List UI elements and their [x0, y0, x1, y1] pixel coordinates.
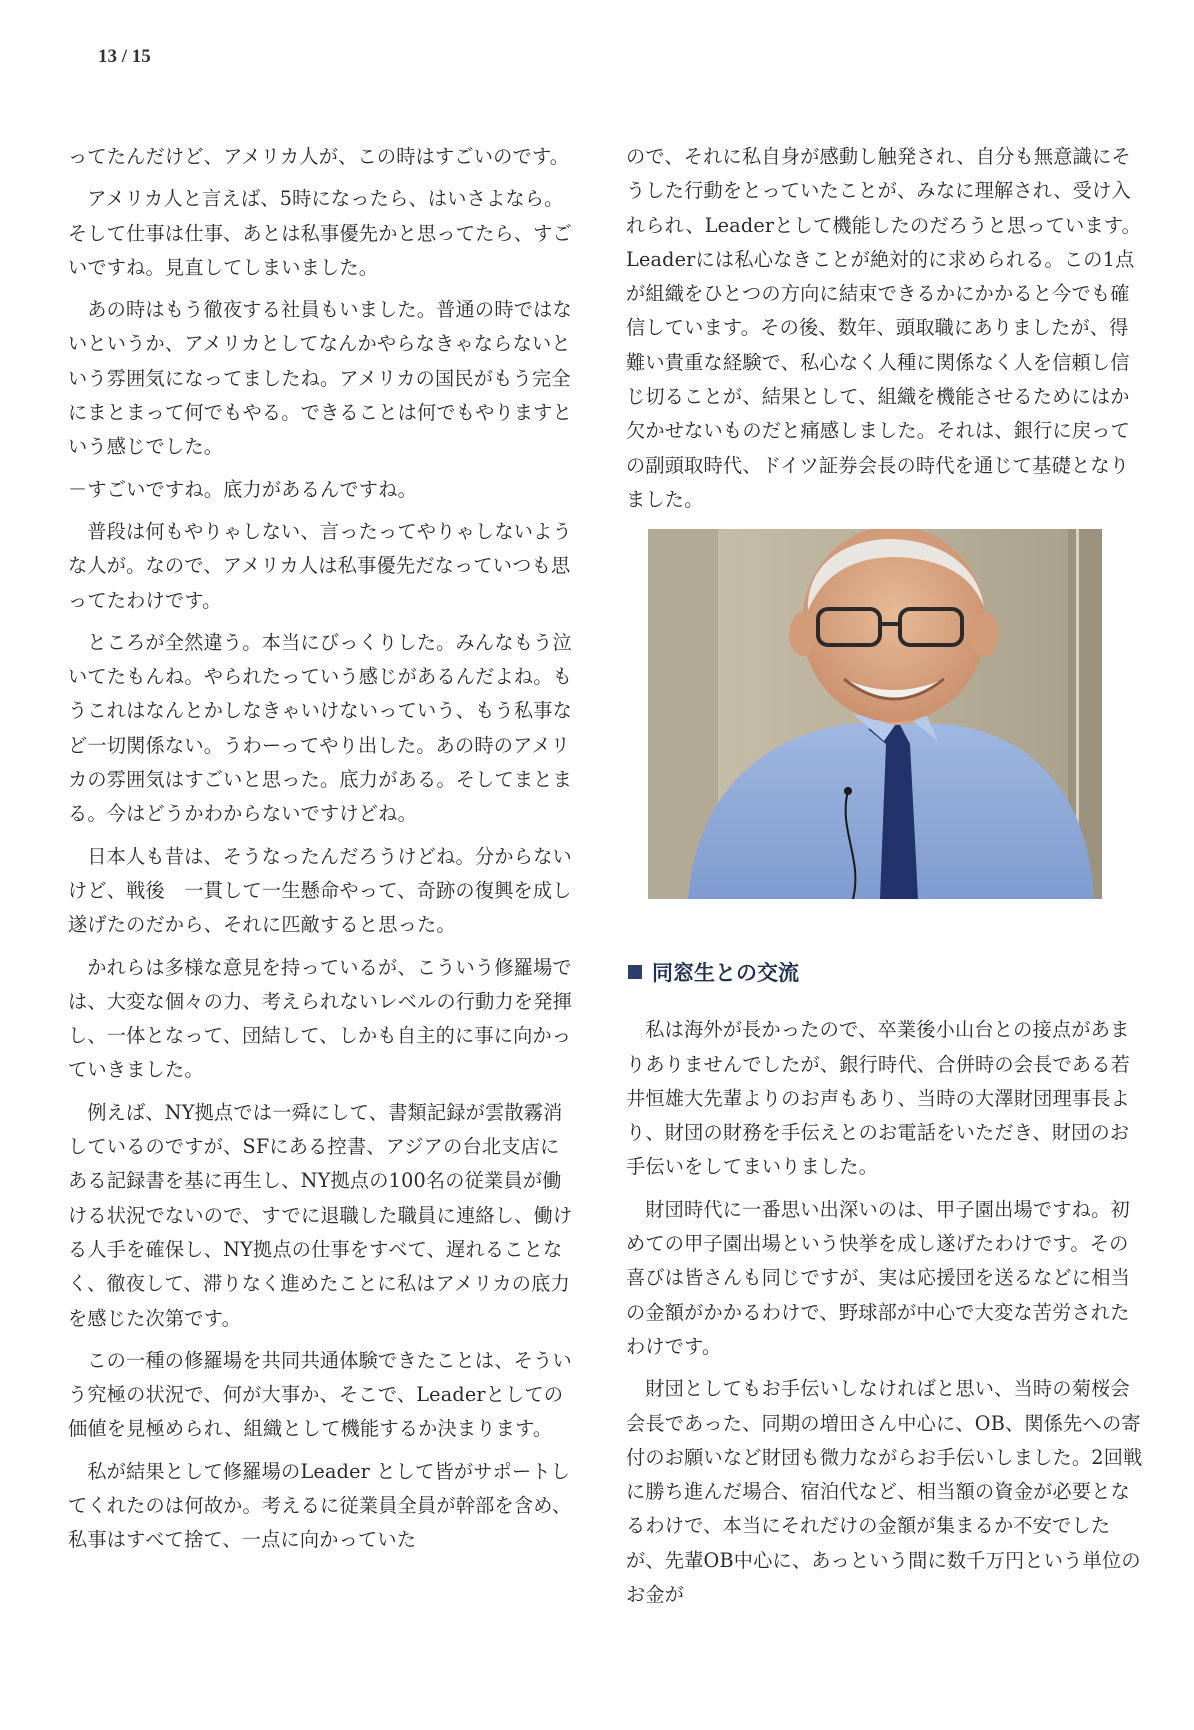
portrait-photo: [648, 529, 1102, 899]
page-number: 13 / 15: [98, 46, 151, 67]
paragraph: ってたんだけど、アメリカ人が、この時はすごいのです。: [68, 145, 570, 168]
paragraph: 私は海外が長かったので、卒業後小山台との接点があまりありませんでしたが、銀行時代、合併時の会長である若井恒雄大先輩よりのお声もあり、当時の大澤財団理事長より、財団の財務を手伝えとのお電話をいただき、財団のお手伝いをしてまいりました。: [626, 1018, 1131, 1179]
section-heading: [628, 957, 1144, 987]
paragraph: アメリカ人と言えば、5時になったら、はいさよなら。そして仕事は仕事、あとは私事優先かと思ってたら、すごいですね。見直してしまいました。: [68, 187, 573, 279]
paragraph: ところが全然違う。本当にびっくりした。みんなもう泣いてたもんね。やられたっていう感じがあるんだよね。もうこれはなんとかしなきゃいけないっていう、もう私事など一切関係ない。うわーってやり出した。あの時のアメリカの雰囲気はすごいと思った。底力がある。そしてまとまる。今はどうかわからないですけどね。: [68, 630, 573, 826]
paragraph: ので、それに私自身が感動し触発され、自分も無意識にそうした行動をとっていたことが、みなに理解され、受け入れられ、Leaderとして機能したのだろうと思っています。Leaderには私心なきことが絶対的に求められる。この1点が組織をひとつの方向に結束できるかにかかると今でも確信しています。その後、数年、頭取職にありましたが、得難い貴重な経験で、私心なく人種に関係なく人を信頼し信じ切ることが、結果として、組織を機能させるためにはか欠かせないものだと痛感しました。それは、銀行に戻っての副頭取時代、ドイツ証券会長の時代を通じて基礎となりました。: [626, 145, 1142, 511]
paragraph: この一種の修羅場を共同共通体験できたことは、そういう究極の状況で、何が大事か、そこで、Leaderとしての価値を見極められ、組織として機能するか決まります。: [68, 1348, 572, 1441]
paragraph: 普段は何もやりゃしない、言ったってやりゃしないような人が。なので、アメリカ人は私事優先だなっていつも思ってたわけです。: [68, 519, 572, 612]
paragraph: 財団としてもお手伝いしなければと思い、当時の菊桜会会長であった、同期の増田さん中心に、OB、関係先への寄付のお願いなど財団も微力ながらお手伝いしました。2回戦に勝ち進んだ場合、宿泊代など、相当額の資金が必要となるわけで、本当にそれだけの金額が集まるか不安でしたが、先輩OB中心に、あっという間に数千万円という単位のお金が: [626, 1377, 1143, 1607]
paragraph: あの時はもう徹夜する社員もいました。普通の時ではないというか、アメリカとしてなんかやらなきゃならないという雰囲気になってましたね。アメリカの国民がもう完全にまとまって何でもやる。できることは何でもやりますという感じでした。: [68, 298, 573, 459]
paragraph: 私が結果として修羅場のLeader として皆がサポートしてくれたのは何故か。考えるに従業員全員が幹部を含め、私事はすべて捨て、一点に向かっていた: [68, 1459, 572, 1552]
section-heading-text: 同窓生との交流: [652, 961, 799, 986]
paragraph: 財団時代に一番思い出深いのは、甲子園出場ですね。初めての甲子園出場という快挙を成し遂げたわけです。その喜びは皆さんも同じですが、実は応援団を送るなどに相当の金額がかかるわけで、野球部が中心で大変な苦労されたわけです。: [626, 1197, 1131, 1358]
left-column: [68, 140, 578, 1566]
square-bullet-icon: [628, 965, 642, 979]
paragraph: 例えば、NY拠点では一舜にして、書類記録が雲散霧消しているのですが、SFにある控書、アジアの台北支店にある記録書を基に再生し、NY拠点の100名の従業員が働ける状況でないので、すでに退職した職員に連絡し、働ける人手を確保し、NY拠点の仕事をすべて、遅れることなく、徹夜して、滞りなく進めたことに私はアメリカの底力を感じた次第です。: [68, 1100, 573, 1330]
right-column: [626, 140, 1144, 1620]
paragraph: かれらは多様な意見を持っているが、こういう修羅場では、大変な個々の力、考えられないレベルの行動力を発揮し、一体となって、団結して、しかも自主的に事に向かっていきました。: [68, 955, 573, 1082]
paragraph: 日本人も昔は、そうなったんだろうけどね。分からないけど、戦後 一貫して一生懸命やって、奇跡の復興を成し遂げたのだから、それに匹敵すると思った。: [68, 844, 572, 937]
interviewer-question: －すごいですね。底力があるんですね。: [68, 477, 417, 501]
